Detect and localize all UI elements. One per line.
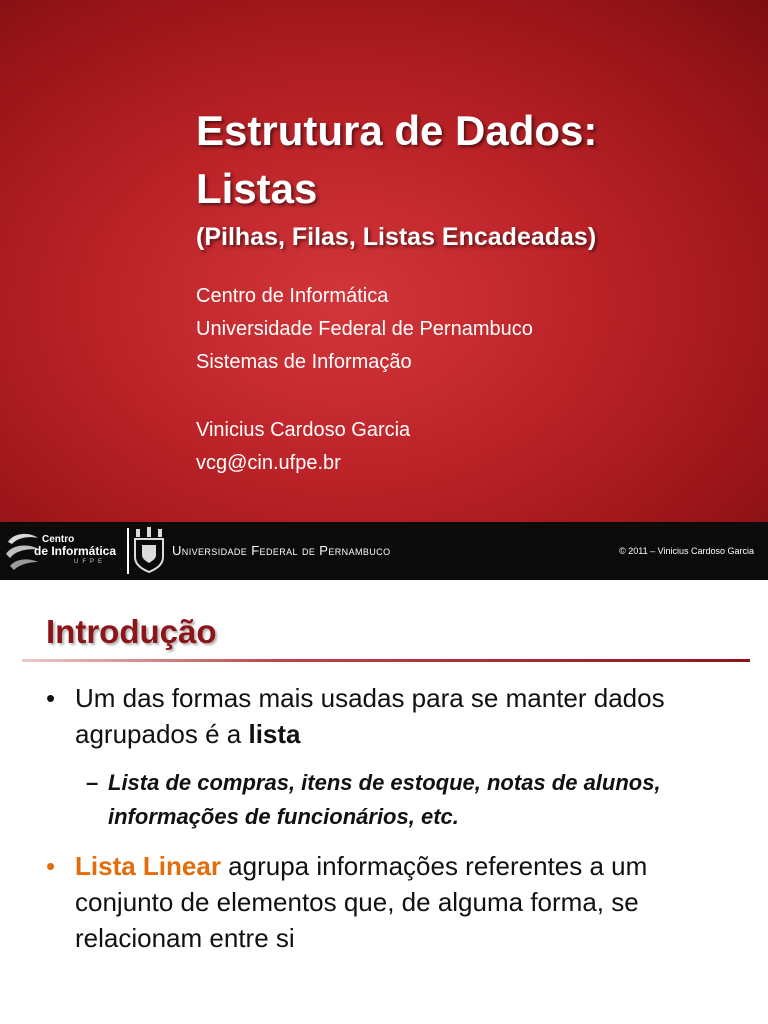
highlighted-term: Lista Linear <box>75 851 221 881</box>
dash-icon: – <box>86 770 99 795</box>
footer-bar <box>0 522 768 580</box>
footer-divider <box>127 528 129 574</box>
title-underline <box>22 659 750 662</box>
institution-university: Universidade Federal de Pernambuco <box>196 318 533 340</box>
bullet-text-1: Um das formas mais usadas para se manter dados agrupados é a lista <box>75 683 665 749</box>
bullet-item-2 <box>46 848 736 956</box>
institution-info <box>196 280 716 379</box>
slide-title <box>196 102 756 218</box>
bullet-item-1 <box>46 680 736 752</box>
author-info <box>196 414 716 480</box>
cin-logo-line3: UFPE <box>74 559 107 565</box>
ufpe-crest-icon <box>132 527 166 575</box>
cin-logo <box>4 528 124 574</box>
bullet-icon: • <box>46 683 56 713</box>
bullet-icon: • <box>46 851 56 881</box>
author-name: Vinicius Cardoso Garcia <box>196 419 411 441</box>
sub-bullet-item <box>86 766 726 834</box>
intro-slide <box>0 580 768 1024</box>
author-email: vcg@cin.ufpe.br <box>196 452 341 474</box>
institution-course: Sistemas de Informação <box>196 351 412 373</box>
sub-bullet-text: Lista de compras, itens de estoque, notas de alunos, informações de funcionários, etc. <box>108 770 661 829</box>
slide-subtitle: (Pilhas, Filas, Listas Encadeadas) <box>196 223 597 251</box>
copyright-notice: © 2011 – Vinicius Cardoso Garcia <box>619 546 754 556</box>
intro-title: Introdução <box>46 613 217 650</box>
bullet-text-2: Lista Linear agrupa informações referentes a um conjunto de elementos que, de alguma forma, se relacionam entre si <box>75 851 648 953</box>
slide-title-line1: Estrutura de Dados: <box>196 107 598 154</box>
title-block <box>196 102 756 254</box>
institution-center: Centro de Informática <box>196 285 389 307</box>
cin-logo-line1: Centro <box>42 534 75 545</box>
bullet-bold-term: lista <box>248 719 301 749</box>
university-name: Universidade Federal de Pernambuco <box>172 543 391 558</box>
slide-title-line2: Listas <box>196 165 318 212</box>
cin-logo-line2: de Informática <box>34 544 117 558</box>
